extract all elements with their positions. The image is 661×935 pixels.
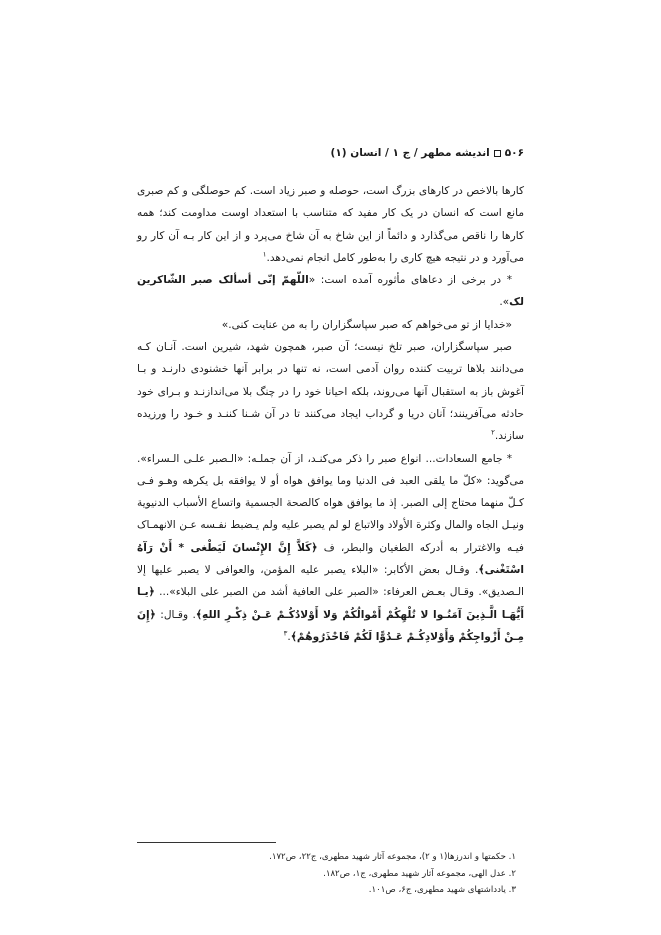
paragraph-text: کارها بالاخص در کارهای بزرگ است، حوصله و صبر زیاد است. کم حوصلگی و کم صبری مانع است که انسان در یک کار مفید که متناسب با استعداد اوست مداومت کند؛ همه کارها را ناقص می‌گذارد و دائماً از این شاخ به آن شاخ می‌پرد و از این کار بـه آن کار رو می‌آورد و در نتیجه هیچ کاری را به‌طور کامل انجام نمی‌دهد. — [137, 185, 524, 264]
paragraph-text: * جامع السعادات... انواع صبر را ذکر می‌کنـد، از آن جملـه: «الـصبر علـی الـسراء». می‌گوید: «کلّ ما یلقی العبد فی الدنیا وما یوافق هواه أو لا یوافقه بل یکرهه وهـو فـی کـلّ منهما محتاج إلی الصبر. إذ ما یوافق هواه کالصحة الجسمیة واتساع الأسباب الدنیویة ونیـل الجاه والمال وکثرة الأولاد والاتباع لو لم یصبر علیه ولم یـضبط نفـسه عـن الانهمـاک فیـه والاغترار به أدرکه الطغیان والبطر، ف — [137, 452, 524, 554]
paragraph-text: «خدایا از تو می‌خواهم که صبر سپاسگزاران را به من عنایت کنی.» — [221, 318, 512, 331]
prayer-quote: اللّهمّ إنّی أسألک صبر الشّاکرین لک — [137, 274, 524, 309]
page-number: ۵۰۶ — [504, 147, 524, 159]
footnote: ۱. حکمتها و اندرزها(۱ و ۲)، مجموعه آثار شهید مطهری، ج۲۲، ص۱۷۲. — [269, 852, 516, 862]
quran-quote: ﴿یـا أَیُّهَـا الَّـذِینَ آمَنُـوا لا تُلْهِکُمْ أَمْوالُکُمْ وَلا أَوْلادُکُـمْ عَـنْ ذِکْـرِ اللهِ﴾ — [137, 586, 524, 621]
running-title: اندیشه مطهر / ج ۱ / انسان (۱) — [330, 147, 490, 159]
paragraph-text: . وقـال: — [155, 608, 196, 621]
footnote-divider — [137, 842, 276, 843]
quran-quote: ﴿کَلاَّ إِنَّ الإِنْسانَ لَیَطْغی * أَنْ رَآهُ اسْتَغْنی﴾ — [137, 541, 524, 577]
footnote: ۳. یادداشتهای شهید مطهری، ج۶، ص۱۰۱. — [368, 885, 516, 895]
paragraph-text: . — [287, 630, 291, 643]
quran-quote: ﴿إِنَ مِـنْ أَزْواجِکُمْ وَأَوْلادِکُـمْ عَـدُوًّا لَکُمْ فَاحْذَرُوهُمْ﴾ — [137, 608, 524, 643]
paragraph — [137, 336, 524, 447]
paragraph-text: . وقـال بعض الأکابر: «البلاء یصبر علیه المؤمن، والعوافی لا یصبر علیها إلا الـصدیق». وقـال بعـض العرفاء: «الصبر علی العافیة أشد من الصبر علی البلاء»... — [137, 564, 524, 599]
footnote-ref: ۲ — [491, 428, 495, 437]
footnote-ref: ۳ — [283, 629, 288, 638]
main-text — [137, 180, 524, 648]
paragraph-text: ». — [499, 296, 510, 309]
paragraph — [137, 448, 524, 649]
paragraph-text: صبر سپاسگزاران، صبر تلخ نیست؛ آن صبر، همچون شهد، شیرین است. آنـان کـه می‌دانند بلاها تربیت کننده روان آدمی است، نه تنها در برابر آنها خشنودی دارنـد و بـا آغوش باز به استقبال آنها می‌روند، بلکه احیانا خود را در چنگ بلا می‌اندازنـد و بـرای خود حادثه می‌آفرینند؛ آنان دریا و گرداب ایجاد می‌کنند تا در آن شـنا کننـد و خـود را ورزیده سازند. — [137, 341, 524, 443]
square-bullet-icon — [494, 150, 501, 157]
paragraph-text: * در برخی از دعاهای مأثوره آمده است: « — [308, 274, 512, 287]
paragraph — [137, 314, 524, 336]
footnote-ref: ۱ — [262, 250, 267, 259]
running-header — [331, 147, 524, 159]
paragraph — [137, 180, 524, 269]
footnotes — [137, 849, 524, 899]
paragraph — [137, 269, 524, 314]
footnote: ۲. عدل الهی، مجموعه آثار شهید مطهری، ج۱، ص۱۸۲. — [323, 868, 516, 879]
